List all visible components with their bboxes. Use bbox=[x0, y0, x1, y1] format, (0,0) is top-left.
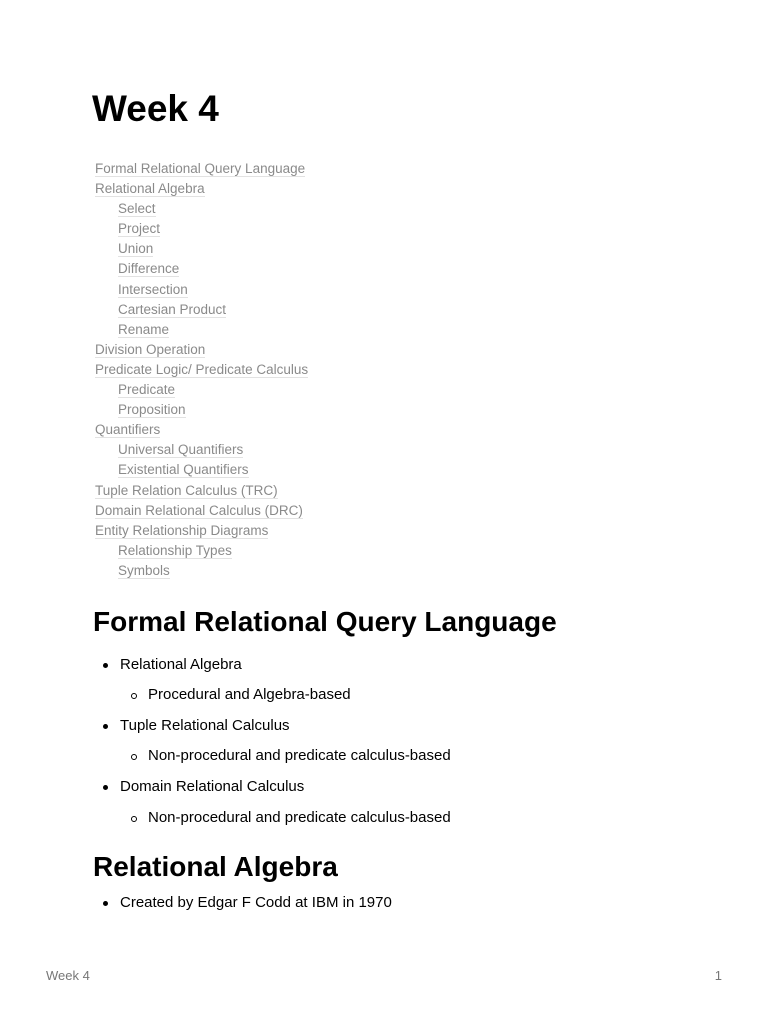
toc-item bbox=[95, 180, 308, 200]
toc-link[interactable]: Rename bbox=[118, 321, 170, 337]
toc-subitem bbox=[95, 301, 308, 321]
toc-subitem bbox=[95, 200, 308, 220]
toc-item bbox=[95, 502, 308, 522]
toc-item bbox=[95, 522, 308, 542]
toc-link[interactable]: Relational Algebra bbox=[95, 181, 205, 197]
toc-link[interactable]: Intersection bbox=[118, 281, 188, 297]
toc-subitem bbox=[95, 441, 308, 461]
section-heading: Formal Relational Query Language bbox=[93, 606, 557, 637]
sub-bullet-item: Non-procedural and predicate calculus-based bbox=[93, 809, 713, 827]
bullet-item: Tuple Relational Calculus bbox=[93, 717, 713, 735]
toc-subitem bbox=[95, 562, 308, 582]
toc-item bbox=[95, 421, 308, 441]
section-relational-algebra bbox=[93, 851, 713, 912]
toc-item bbox=[95, 361, 308, 381]
toc-link[interactable]: Union bbox=[118, 241, 154, 257]
toc-link[interactable]: Difference bbox=[118, 261, 180, 277]
toc-link[interactable]: Relationship Types bbox=[118, 542, 232, 558]
toc-item bbox=[95, 482, 308, 502]
toc-subitem bbox=[95, 381, 308, 401]
toc-link[interactable]: Existential Quantifiers bbox=[118, 462, 249, 478]
toc-subitem bbox=[95, 401, 308, 421]
toc-subitem bbox=[95, 260, 308, 280]
toc-subitem bbox=[95, 542, 308, 562]
toc-link[interactable]: Quantifiers bbox=[95, 422, 161, 438]
bullet-list bbox=[93, 894, 713, 912]
table-of-contents bbox=[95, 160, 308, 582]
toc-link[interactable]: Predicate bbox=[118, 382, 176, 398]
toc-link[interactable]: Cartesian Product bbox=[118, 301, 227, 317]
toc-link[interactable]: Proposition bbox=[118, 402, 186, 418]
bullet-item: Domain Relational Calculus bbox=[93, 778, 713, 796]
bullet-item: Created by Edgar F Codd at IBM in 1970 bbox=[93, 894, 713, 912]
page-number: 1 bbox=[714, 968, 722, 983]
bullet-item: Relational Algebra bbox=[93, 656, 713, 674]
sub-bullet-item: Non-procedural and predicate calculus-based bbox=[93, 747, 713, 765]
toc-subitem bbox=[95, 461, 308, 481]
toc-link[interactable]: Predicate Logic/ Predicate Calculus bbox=[95, 361, 309, 377]
toc-link[interactable]: Tuple Relation Calculus (TRC) bbox=[95, 482, 278, 498]
toc-link[interactable]: Symbols bbox=[118, 562, 170, 578]
toc-link[interactable]: Universal Quantifiers bbox=[118, 442, 244, 458]
toc-item bbox=[95, 341, 308, 361]
toc-link[interactable]: Formal Relational Query Language bbox=[95, 161, 306, 176]
toc-subitem bbox=[95, 321, 308, 341]
section-formal-relational-query-language bbox=[93, 606, 713, 827]
toc-link[interactable]: Domain Relational Calculus (DRC) bbox=[95, 502, 303, 518]
toc-link[interactable]: Entity Relationship Diagrams bbox=[95, 522, 269, 538]
toc-subitem bbox=[95, 220, 308, 240]
bullet-list bbox=[93, 656, 713, 827]
toc-subitem bbox=[95, 281, 308, 301]
toc-link[interactable]: Division Operation bbox=[95, 341, 206, 357]
page-title: Week 4 bbox=[92, 88, 219, 129]
sub-bullet-item: Procedural and Algebra-based bbox=[93, 686, 713, 704]
toc-subitem bbox=[95, 240, 308, 260]
toc-link[interactable]: Project bbox=[118, 221, 161, 237]
section-heading: Relational Algebra bbox=[93, 851, 338, 882]
toc-link[interactable]: Select bbox=[118, 201, 156, 217]
footer-title: Week 4 bbox=[46, 968, 90, 983]
toc-item bbox=[95, 160, 308, 180]
